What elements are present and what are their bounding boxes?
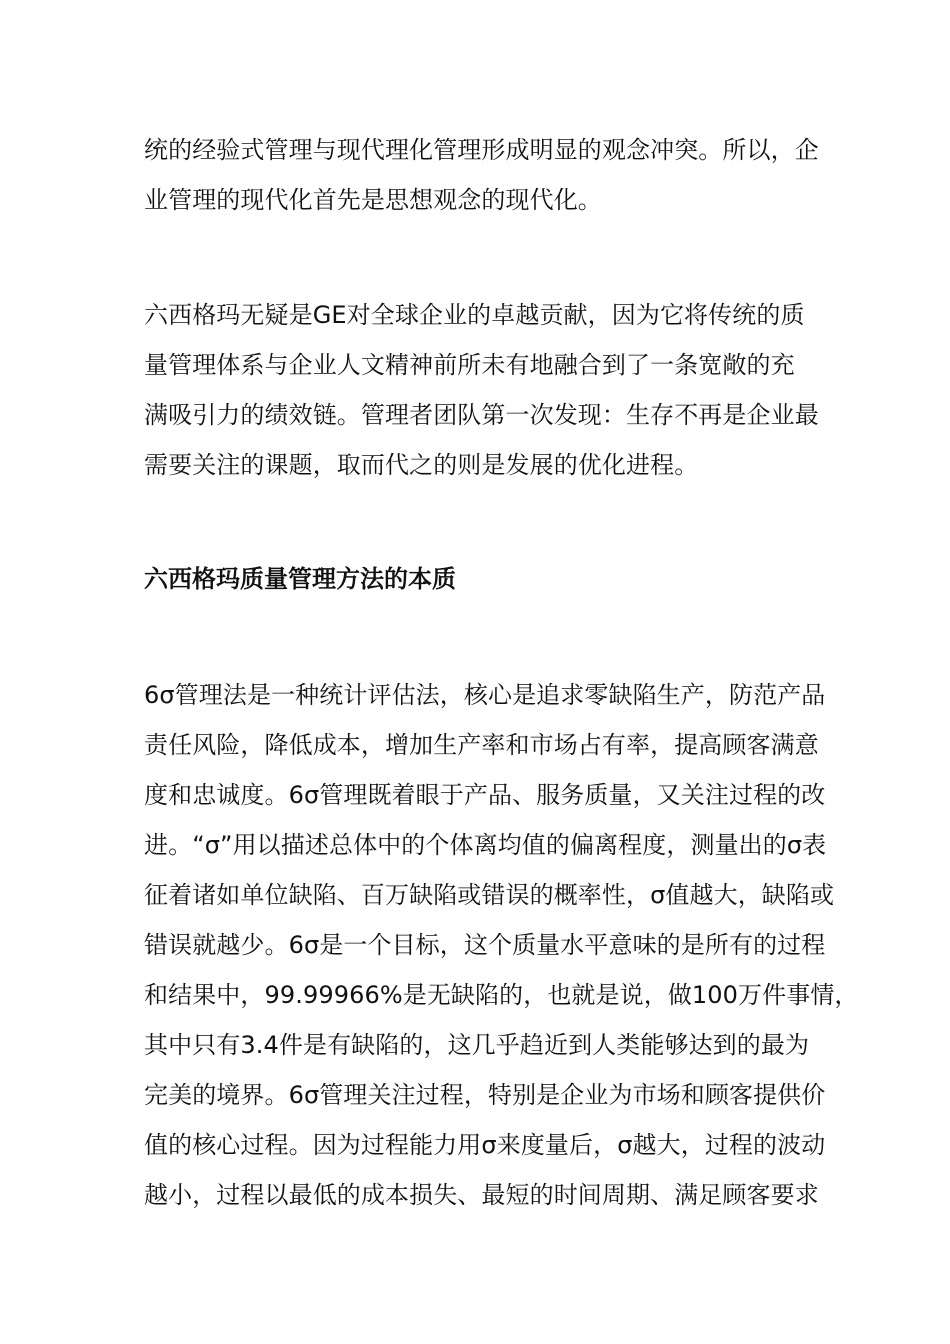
paragraph-line: 量管理体系与企业人文精神前所未有地融合到了一条宽敞的充 (144, 351, 795, 379)
paragraph-line: 值的核心过程。因为过程能力用σ来度量后，σ越大，过程的波动 (144, 1131, 826, 1159)
paragraph-line: 错误就越少。6σ是一个目标，这个质量水平意味的是所有的过程 (144, 931, 826, 959)
paragraph-line: 业管理的现代化首先是思想观念的现代化。 (144, 186, 602, 214)
paragraph-line: 需要关注的课题，取而代之的则是发展的优化进程。 (144, 451, 699, 479)
paragraph-line: 和结果中，99.99966%是无缺陷的，也就是说，做100万件事情， (144, 981, 859, 1009)
paragraph-line: 越小，过程以最低的成本损失、最短的时间周期、满足顾客要求 (144, 1181, 819, 1209)
paragraph-line: 度和忠诚度。6σ管理既着眼于产品、服务质量，又关注过程的改 (144, 781, 826, 809)
paragraph-line: 六西格玛无疑是GE对全球企业的卓越贡献，因为它将传统的质 (144, 301, 805, 329)
paragraph-line: 完美的境界。6σ管理关注过程，特别是企业为市场和顾客提供价 (144, 1081, 826, 1109)
paragraph-line: 6σ管理法是一种统计评估法，核心是追求零缺陷生产，防范产品 (144, 681, 826, 709)
paragraph-line: 其中只有3.4件是有缺陷的，这几乎趋近到人类能够达到的最为 (144, 1031, 810, 1059)
paragraph-line: 责任风险，降低成本，增加生产率和市场占有率，提高顾客满意 (144, 731, 819, 759)
section-heading: 六西格玛质量管理方法的本质 (144, 565, 456, 593)
paragraph-line: 进。“σ”用以描述总体中的个体离均值的偏离程度，测量出的σ表 (144, 831, 827, 859)
paragraph-line: 统的经验式管理与现代理化管理形成明显的观念冲突。所以，企 (144, 136, 819, 164)
paragraph-line: 征着诸如单位缺陷、百万缺陷或错误的概率性，σ值越大，缺陷或 (144, 881, 835, 909)
paragraph-line: 满吸引力的绩效链。管理者团队第一次发现：生存不再是企业最 (144, 401, 819, 429)
